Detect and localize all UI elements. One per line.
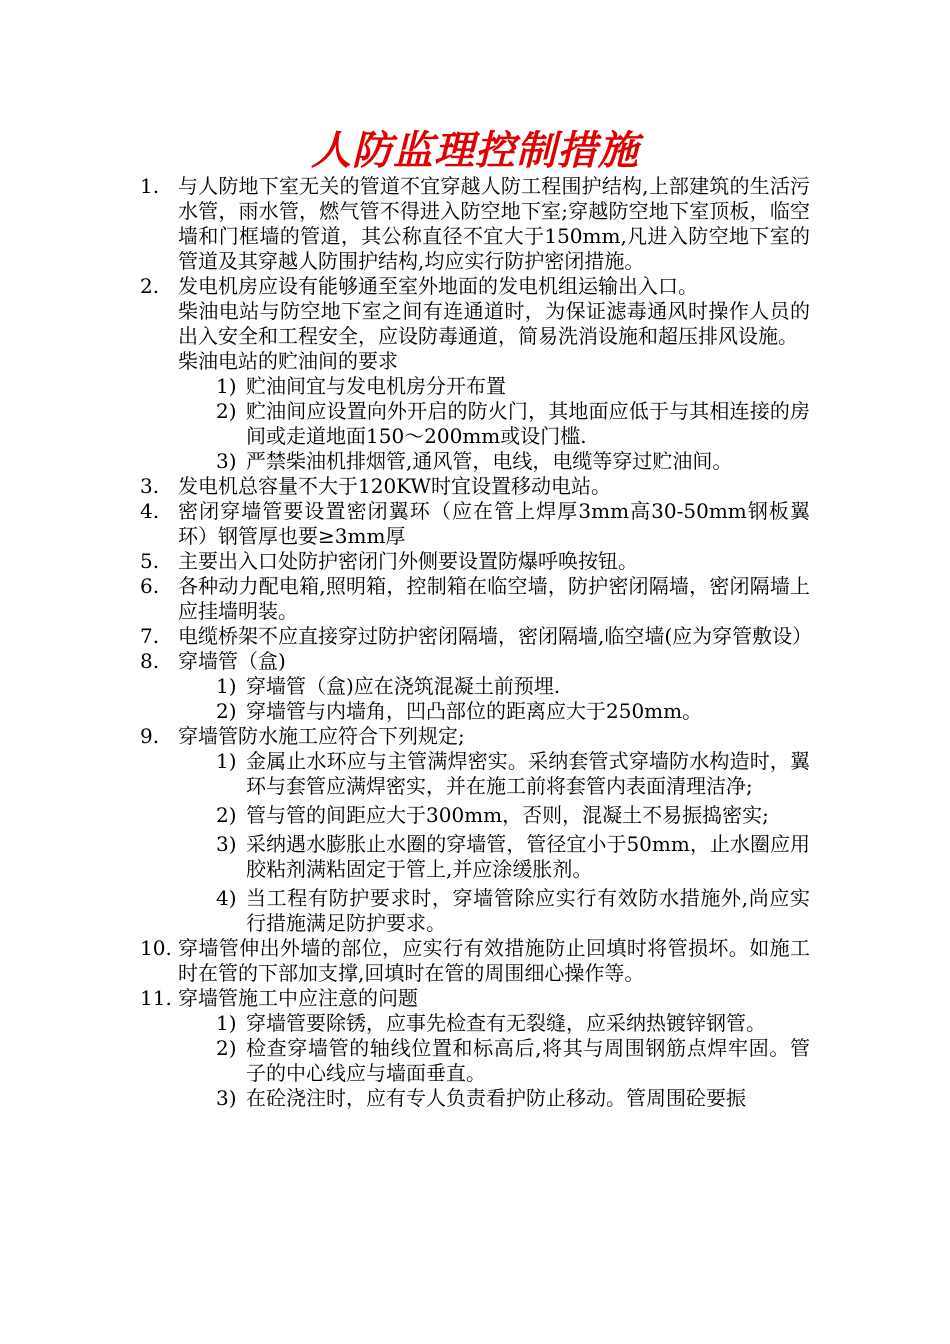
item-number: 4. <box>140 499 160 523</box>
list-item-5 <box>0 549 950 574</box>
item-text: 与人防地下室无关的管道不宜穿越人防工程围护结构,上部建筑的生活污水管，雨水管，燃气管不得进入防空地下室;穿越防空地下室顶板，临空墙和门框墙的管道，其公称直径不宜大于150mm,凡进入防空地下室的管道及其穿越人防围护结构,均应实行防护密闭措施。 <box>178 174 810 273</box>
item-text: 各种动力配电箱,照明箱，控制箱在临空墙，防护密闭隔墙，密闭隔墙上应挂墙明装。 <box>178 574 810 623</box>
item-number: 2. <box>140 274 160 298</box>
item-text: 穿墙管（盒) <box>178 649 286 673</box>
sub-item-number: 3) <box>216 1086 237 1110</box>
sub-item <box>0 749 950 799</box>
item-number: 6. <box>140 574 160 598</box>
sub-item-number: 2) <box>216 699 237 723</box>
sub-item <box>0 374 950 399</box>
sub-item-number: 2) <box>216 399 237 423</box>
sub-item-number: 1) <box>216 1011 237 1035</box>
sub-item-text: 管与管的间距应大于300mm，否则，混凝土不易振捣密实; <box>246 803 769 827</box>
item-text: 密闭穿墙管要设置密闭翼环（应在管上焊厚3mm高30-50mm钢板翼环）钢管厚也要≥3mm厚 <box>178 499 810 548</box>
sub-item <box>0 399 950 449</box>
sub-item-number: 3) <box>216 832 237 856</box>
sub-item-text: 贮油间应设置向外开启的防火门，其地面应低于与其相连接的房间或走道地面150～200mm或设门槛. <box>246 399 810 448</box>
sub-item-number: 4) <box>216 886 237 910</box>
list-item-4 <box>0 499 950 549</box>
sub-item-text: 严禁柴油机排烟管,通风管，电线，电缆等穿过贮油间。 <box>246 449 733 473</box>
sub-item <box>0 1011 950 1036</box>
item-text: 电缆桥架不应直接穿过防护密闭隔墙，密闭隔墙,临空墙(应为穿管敷设） <box>178 624 813 648</box>
item-number: 7. <box>140 624 160 648</box>
sub-item <box>0 674 950 699</box>
document-title: 人防监理控制措施 <box>311 127 639 174</box>
sub-item-text: 金属止水环应与主管满焊密实。采纳套管式穿墙防水构造时，翼环与套管应满焊密实，并在施工前将套管内表面清理洁净; <box>246 749 810 798</box>
sub-item-text: 在砼浇注时，应有专人负责看护防止移动。管周围砼要振 <box>246 1086 746 1110</box>
list-item-2 <box>0 274 950 299</box>
item-number: 3. <box>140 474 160 498</box>
sub-item <box>0 699 950 724</box>
paragraph: 柴油电站的贮油间的要求 <box>178 349 398 373</box>
sub-item-number: 2) <box>216 1036 237 1060</box>
item-text: 发电机房应设有能够通至室外地面的发电机组运输出入口。 <box>178 274 698 298</box>
sub-item-text: 当工程有防护要求时，穿墙管除应实行有效防水措施外,尚应实行措施满足防护要求。 <box>246 886 810 935</box>
list-item-7 <box>0 624 950 649</box>
sub-item-text: 检查穿墙管的轴线位置和标高后,将其与周围钢筋点焊牢固。管子的中心线应与墙面垂直。 <box>246 1036 810 1085</box>
sub-item-number: 2) <box>216 803 237 827</box>
sub-item-number: 3) <box>216 449 237 473</box>
sub-item-text: 穿墙管（盒)应在浇筑混凝土前预埋. <box>246 674 561 698</box>
item-number: 5. <box>140 549 160 573</box>
sub-item <box>0 803 950 828</box>
item-number: 11. <box>140 986 172 1010</box>
sub-item-text: 贮油间宜与发电机房分开布置 <box>246 374 506 398</box>
sub-item-number: 1) <box>216 374 237 398</box>
sub-item-number: 1) <box>216 749 237 773</box>
item-text: 发电机总容量不大于120KW时宜设置移动电站。 <box>178 474 611 498</box>
item-text: 穿墙管防水施工应符合下列规定; <box>178 724 465 748</box>
paragraph: 柴油电站与防空地下室之间有连通道时，为保证滤毒通风时操作人员的出入安全和工程安全，应设防毒通道，简易洗消设施和超压排风设施。 <box>178 299 810 348</box>
item-number: 1. <box>140 174 160 198</box>
item-number: 8. <box>140 649 160 673</box>
item-text: 穿墙管施工中应注意的问题 <box>178 986 418 1010</box>
sub-item <box>0 832 950 882</box>
item-number: 9. <box>140 724 160 748</box>
list-item-3 <box>0 474 950 499</box>
sub-item-text: 穿墙管与内墙角，凹凸部位的距离应大于250mm。 <box>246 699 703 723</box>
item-number: 10. <box>140 936 172 960</box>
list-item-8 <box>0 649 950 674</box>
list-item-6 <box>0 574 950 624</box>
sub-item <box>0 449 950 474</box>
item-text: 穿墙管伸出外墙的部位，应实行有效措施防止回填时将管损坏。如施工时在管的下部加支撑,回填时在管的周围细心操作等。 <box>178 936 810 985</box>
list-item-9 <box>0 724 950 749</box>
document-body <box>0 174 950 1111</box>
sub-item-text: 穿墙管要除锈，应事先检查有无裂缝，应采纳热镀锌钢管。 <box>246 1011 766 1035</box>
list-item-1 <box>0 174 950 274</box>
list-item-11 <box>0 986 950 1011</box>
item-text: 主要出入口处防护密闭门外侧要设置防爆呼唤按钮。 <box>178 549 638 573</box>
sub-item <box>0 886 950 936</box>
sub-item <box>0 1086 950 1111</box>
sub-item-number: 1) <box>216 674 237 698</box>
sub-item-text: 采纳遇水膨胀止水圈的穿墙管，管径宜小于50mm，止水圈应用胶粘剂满粘固定于管上,并应涂缓胀剂。 <box>246 832 810 881</box>
sub-item <box>0 1036 950 1086</box>
list-item-10 <box>0 936 950 986</box>
